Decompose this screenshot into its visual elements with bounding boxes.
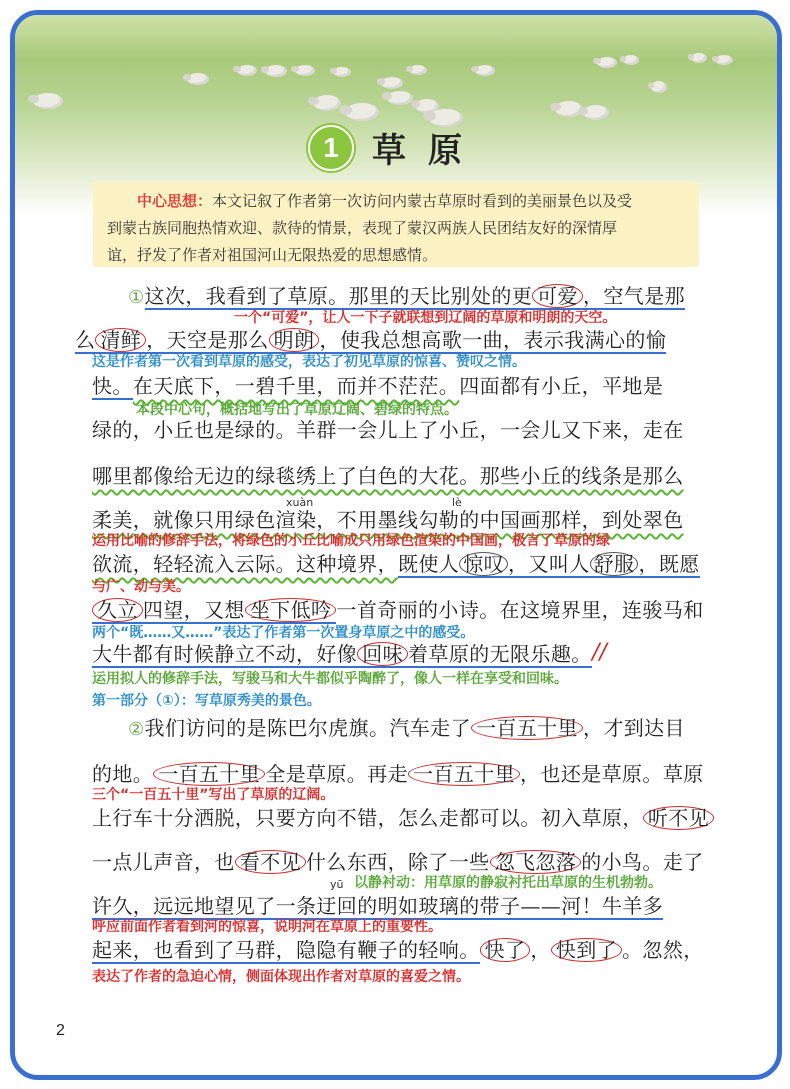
- note-ji-you: 两个“既……又……”表达了作者第一次置身草原之中的感受。: [92, 625, 475, 641]
- circled-word: 快到了: [551, 938, 622, 962]
- text-run: 一首奇丽的小诗。在这境界里，连骏马和: [336, 598, 704, 622]
- text-line-15: [92, 934, 704, 963]
- summary-line-2: 到蒙古族同胞热情欢迎、款待的情景，表现了蒙汉两族人民团结友好的深情厚: [107, 219, 618, 237]
- text-run: 大牛都有时候静立不动，好像: [92, 642, 358, 666]
- note-personification: 运用拟人的修辞手法，写骏马和大牛都似乎陶醉了，像人一样在享受和回味。: [92, 671, 568, 687]
- text-line-5: [92, 460, 684, 489]
- text-run: 快。: [92, 374, 133, 398]
- lesson-number-badge: 1: [308, 125, 354, 171]
- text-run: ，也还是草原。草原: [520, 762, 704, 786]
- text-run: ，: [530, 938, 551, 962]
- note-first-impression: 这是作者第一次看到草原的感受，表达了初见草原的惊喜、赞叹之情。: [92, 354, 526, 370]
- circled-word: 一百五十里: [471, 716, 583, 740]
- circled-word: 惊叹: [459, 552, 508, 576]
- sheep-icon: [381, 77, 403, 89]
- circled-word: 听不见: [643, 806, 714, 830]
- lesson-title: [15, 123, 777, 175]
- text-run: 一点儿声音，也: [92, 850, 235, 874]
- circled-word: 可爱: [532, 284, 583, 308]
- circled-word: 舒服: [590, 552, 639, 576]
- sheep-icon: [715, 55, 733, 65]
- text-run: 既使人: [398, 552, 460, 576]
- text-run: ，既愿: [638, 552, 700, 576]
- sheep-icon: [333, 67, 351, 77]
- text-run: ，又叫人: [508, 552, 590, 576]
- text-line-3: [92, 370, 663, 399]
- paragraph-number: ①: [128, 287, 145, 308]
- text-run: 四望，又想: [142, 598, 245, 622]
- text-line-9: [92, 638, 592, 667]
- text-run: 的地。: [92, 762, 154, 786]
- sheep-icon: [597, 57, 617, 68]
- note-metaphor-1: 运用比喻的修辞手法，将绿色的小丘比喻成只用绿色渲染的中国画，极言了草原的绿: [92, 533, 610, 549]
- text-line-10: [128, 712, 685, 741]
- sheep-icon: [387, 91, 413, 105]
- circled-word: 一百五十里: [408, 762, 520, 786]
- summary-line-1: [107, 188, 689, 215]
- sheep-icon: [409, 65, 427, 75]
- text-run: 么: [75, 328, 96, 352]
- sheep-icon: [345, 103, 379, 121]
- text-line-8: [92, 594, 704, 623]
- pinyin-xuan: xuàn: [286, 496, 314, 509]
- text-run: 四面都有小丘，平地是: [459, 374, 664, 398]
- text-line-14: [92, 890, 663, 919]
- summary-label: 中心思想：: [137, 192, 213, 210]
- text-line-2: [75, 324, 666, 353]
- paragraph-number: ②: [128, 719, 145, 740]
- text-run: 牛羊多: [602, 894, 664, 918]
- circled-word: 快了: [480, 938, 531, 962]
- text-line-13: [92, 846, 704, 875]
- section-break-mark: //: [592, 640, 607, 665]
- text-run: 我们访问的是陈巴尔虎旗。汽车走了: [144, 716, 471, 740]
- text-run: 什么东西，除了一些: [306, 850, 490, 874]
- sheep-icon: [33, 93, 63, 109]
- note-part-one: 第一部分（①）：写草原秀美的景色。: [92, 693, 321, 709]
- text-run: ，天空是那么: [146, 328, 269, 352]
- lesson-title-text: 草原: [372, 131, 484, 171]
- text-line-1: [128, 280, 685, 309]
- note-keai: 一个“可爱”，让人一下子就联想到辽阔的草原和明朗的天空。: [234, 310, 617, 326]
- text-segment: [92, 642, 592, 668]
- text-line-6: [92, 504, 684, 533]
- pinyin-yu: yū: [330, 878, 344, 891]
- sheep-icon: [651, 81, 667, 93]
- circled-word: 久立: [92, 598, 143, 622]
- sheep-icon: [313, 95, 341, 111]
- text-run: 欲流，轻轻流入云际。这种境界，: [92, 552, 398, 576]
- text-run: 许久，远远地望见了一条迂回的明如玻璃的带子——河！: [92, 894, 602, 918]
- note-central-sentence: 本段中心句，概括地写出了草原辽阔、碧绿的特点。: [136, 402, 458, 418]
- text-run: 的小鸟。走了: [581, 850, 704, 874]
- text-segment: [398, 552, 700, 578]
- text-run: 哪里都像给无边的绿毯绣上了白色的大花。那些小丘的线条是那么: [92, 464, 684, 488]
- circled-word: 回味: [357, 642, 408, 666]
- pinyin-le: lè: [452, 496, 462, 509]
- text-run: 。忽然，: [622, 938, 704, 962]
- sheep-icon: [295, 65, 315, 76]
- text-line-4: 绿的，小丘也是绿的。羊群一会儿上了小丘，一会儿又下来，走在: [92, 418, 684, 442]
- text-segment: [92, 598, 336, 624]
- sheep-icon: [237, 65, 257, 76]
- summary-text: 本文记叙了作者第一次访问内蒙古草原时看到的美丽景色以及受: [212, 192, 633, 210]
- sheep-icon: [691, 53, 707, 63]
- circled-word: 明朗: [269, 328, 320, 352]
- text-run: 全是草原。再走: [265, 762, 409, 786]
- summary-line-3: 谊，抒发了作者对祖国河山无限热爱的思想感情。: [107, 246, 438, 264]
- sheep-icon: [187, 73, 209, 85]
- sheep-icon: [265, 65, 287, 77]
- text-run: 上行车十分洒脱，只要方向不错，怎么走都可以。初入草原，: [92, 806, 643, 830]
- text-run: 这次，我看到了草原。那里的天比别处的更: [144, 284, 533, 308]
- note-quiet-contrast: 以静衬动：用草原的静寂衬托出草原的生机勃勃。: [354, 875, 662, 891]
- central-idea-box: [93, 182, 699, 267]
- text-run: ，才到达目: [582, 716, 685, 740]
- text-line-7: [92, 548, 700, 577]
- text-run: 柔美，就像只用绿色渲染，不用墨线勾勒的中国画那样，到处翠色: [92, 508, 684, 532]
- circled-word: 看不见: [235, 850, 306, 874]
- circled-word: 忽飞忽落: [490, 850, 582, 874]
- central-sentence: 在天底下，一碧千里，而并不茫茫。: [132, 374, 460, 398]
- note-metaphor-2: 与广、动与美。: [92, 579, 190, 595]
- note-150-li: 三个“一百五十里”写出了草原的辽阔。: [92, 787, 335, 803]
- sheep-icon: [475, 65, 495, 76]
- circled-word: 清鲜: [95, 328, 146, 352]
- text-run: ，使我总想高歌一曲，表示我满心的愉: [319, 328, 667, 352]
- page-number: 2: [56, 1022, 65, 1039]
- text-line-12: [92, 802, 714, 831]
- note-river: 呼应前面作者看到河的惊喜，说明河在草原上的重要性。: [92, 919, 442, 935]
- circled-word: 一百五十里: [153, 762, 265, 786]
- circled-word: 坐下低吟: [245, 598, 337, 622]
- text-line-11: [92, 758, 704, 787]
- text-run: ，空气是那: [582, 284, 685, 308]
- note-eager-mood: 表达了作者的急迫心情，侧面体现出作者对草原的喜爱之情。: [92, 969, 470, 985]
- sheep-icon: [623, 55, 639, 65]
- sheep-icon: [583, 105, 609, 120]
- text-run: 起来，也看到了马群，隐隐有鞭子的轻响。: [92, 938, 480, 962]
- text-run: 着草原的无限乐趣。: [408, 642, 592, 666]
